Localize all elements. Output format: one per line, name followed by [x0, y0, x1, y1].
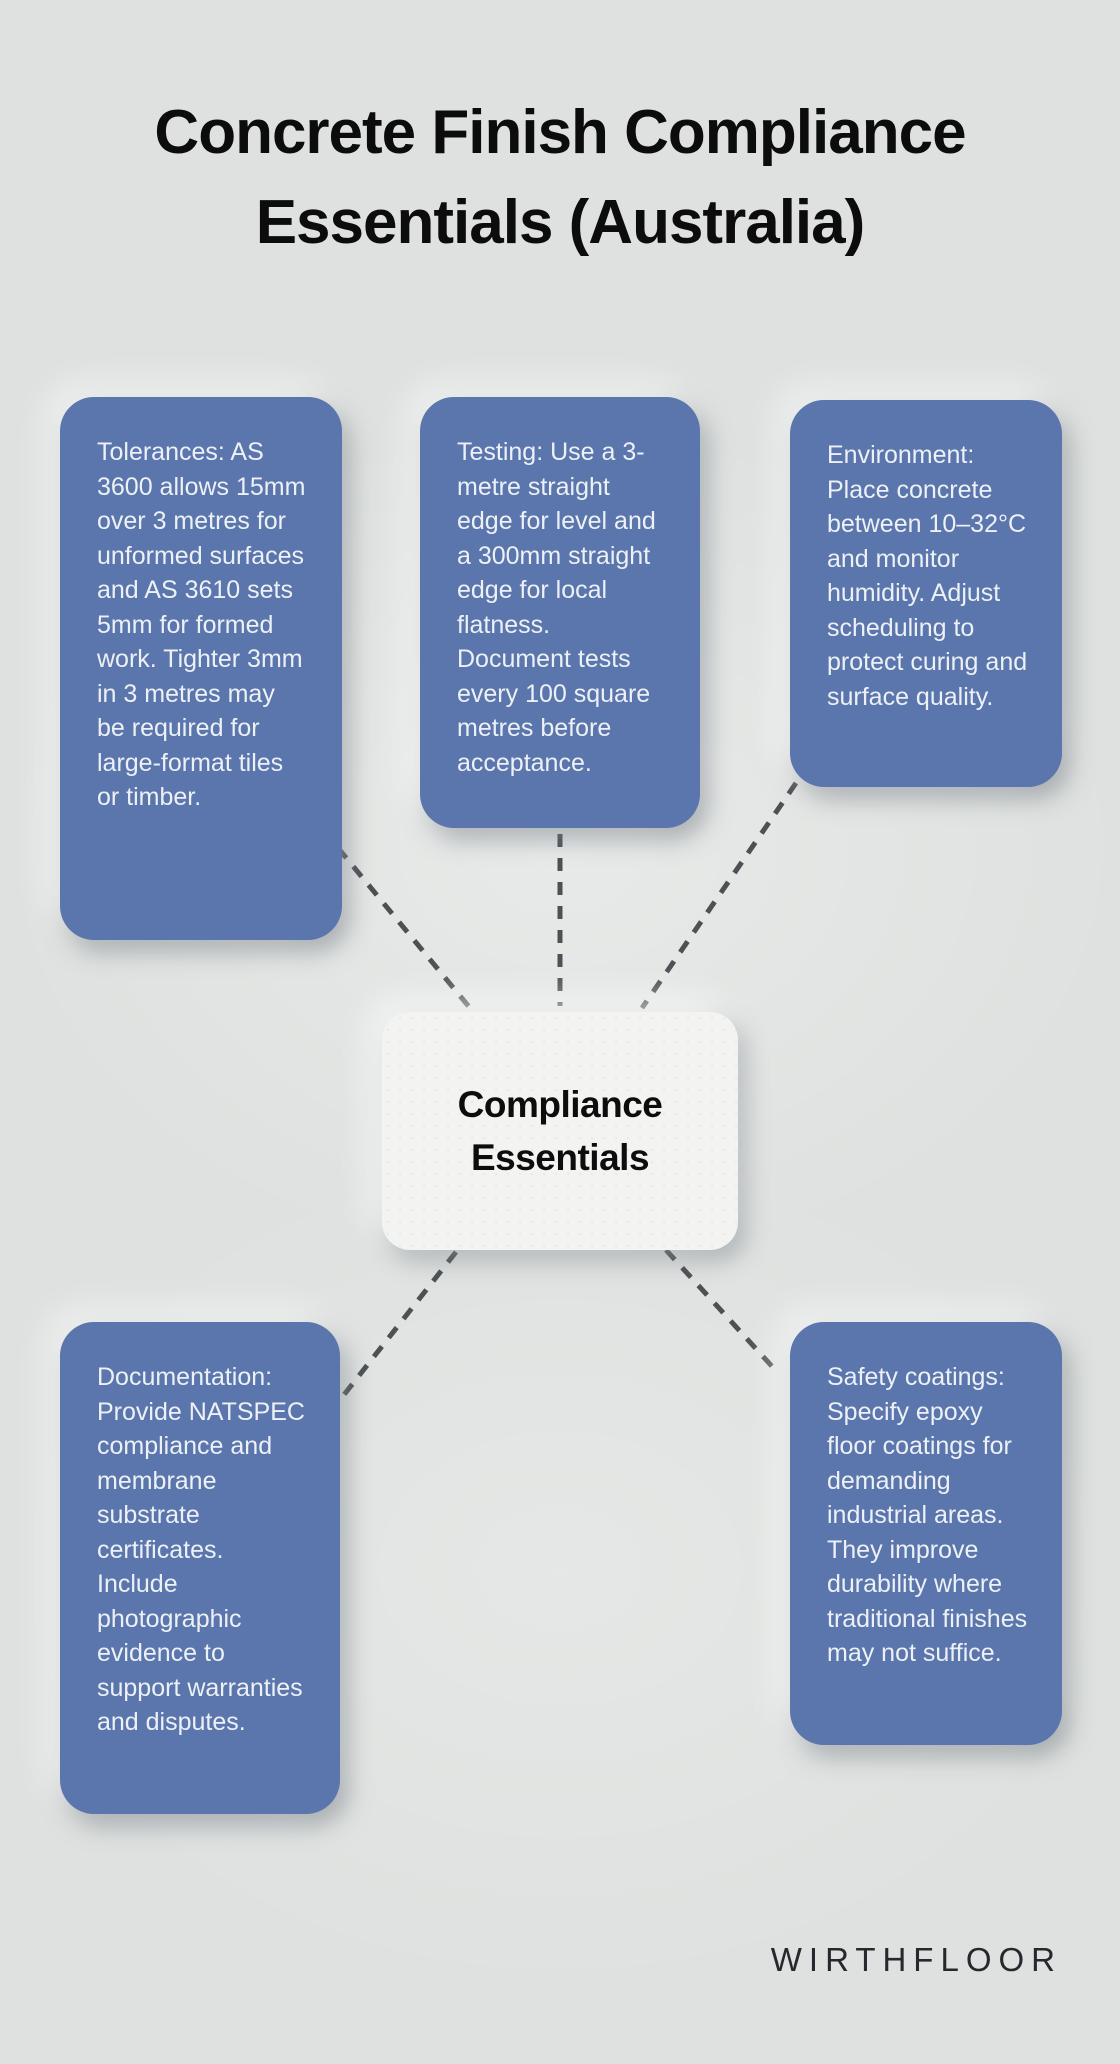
node-card-testing [420, 397, 700, 828]
title-line-1: Concrete Finish Compliance [154, 98, 966, 167]
connector-tolerances-center [338, 848, 470, 1008]
title-line-2: Essentials (Australia) [255, 188, 865, 257]
node-card-environment [790, 400, 1062, 787]
brand-wordmark: WIRTHFLOOR [770, 1941, 1062, 1978]
node-text-safety: Safety coatings: Specify epoxy floor coatings for demanding industrial areas. They improve durability where traditional finishes may not suffice. [827, 1363, 1028, 1667]
center-node [382, 1012, 738, 1250]
node-text-testing: Testing: Use a 3-metre straight edge for level and a 300mm straight edge for local flatness. Document tests every 100 square metres before acceptance. [457, 438, 656, 777]
connector-center-safety [666, 1250, 779, 1374]
connector-center-documentation [343, 1252, 456, 1396]
node-card-tolerances [60, 397, 342, 940]
node-text-documentation: Documentation: Provide NATSPEC compliance and membrane substrate certificates. Include photographic evidence to support warranties and disputes. [97, 1363, 305, 1736]
infographic-title [0, 88, 1120, 268]
center-node-line-2: Essentials [470, 1137, 650, 1178]
center-node-line-1: Compliance [457, 1084, 663, 1125]
node-text-environment: Environment: Place concrete between 10–32°C and monitor humidity. Adjust scheduling to protect curing and surface quality. [827, 441, 1028, 711]
node-card-documentation [60, 1322, 340, 1814]
node-text-tolerances: Tolerances: AS 3600 allows 15mm over 3 metres for unformed surfaces and AS 3610 sets 5mm for formed work. Tighter 3mm in 3 metres may be required for large-format tiles or timber. [97, 438, 306, 811]
node-card-safety [790, 1322, 1062, 1745]
